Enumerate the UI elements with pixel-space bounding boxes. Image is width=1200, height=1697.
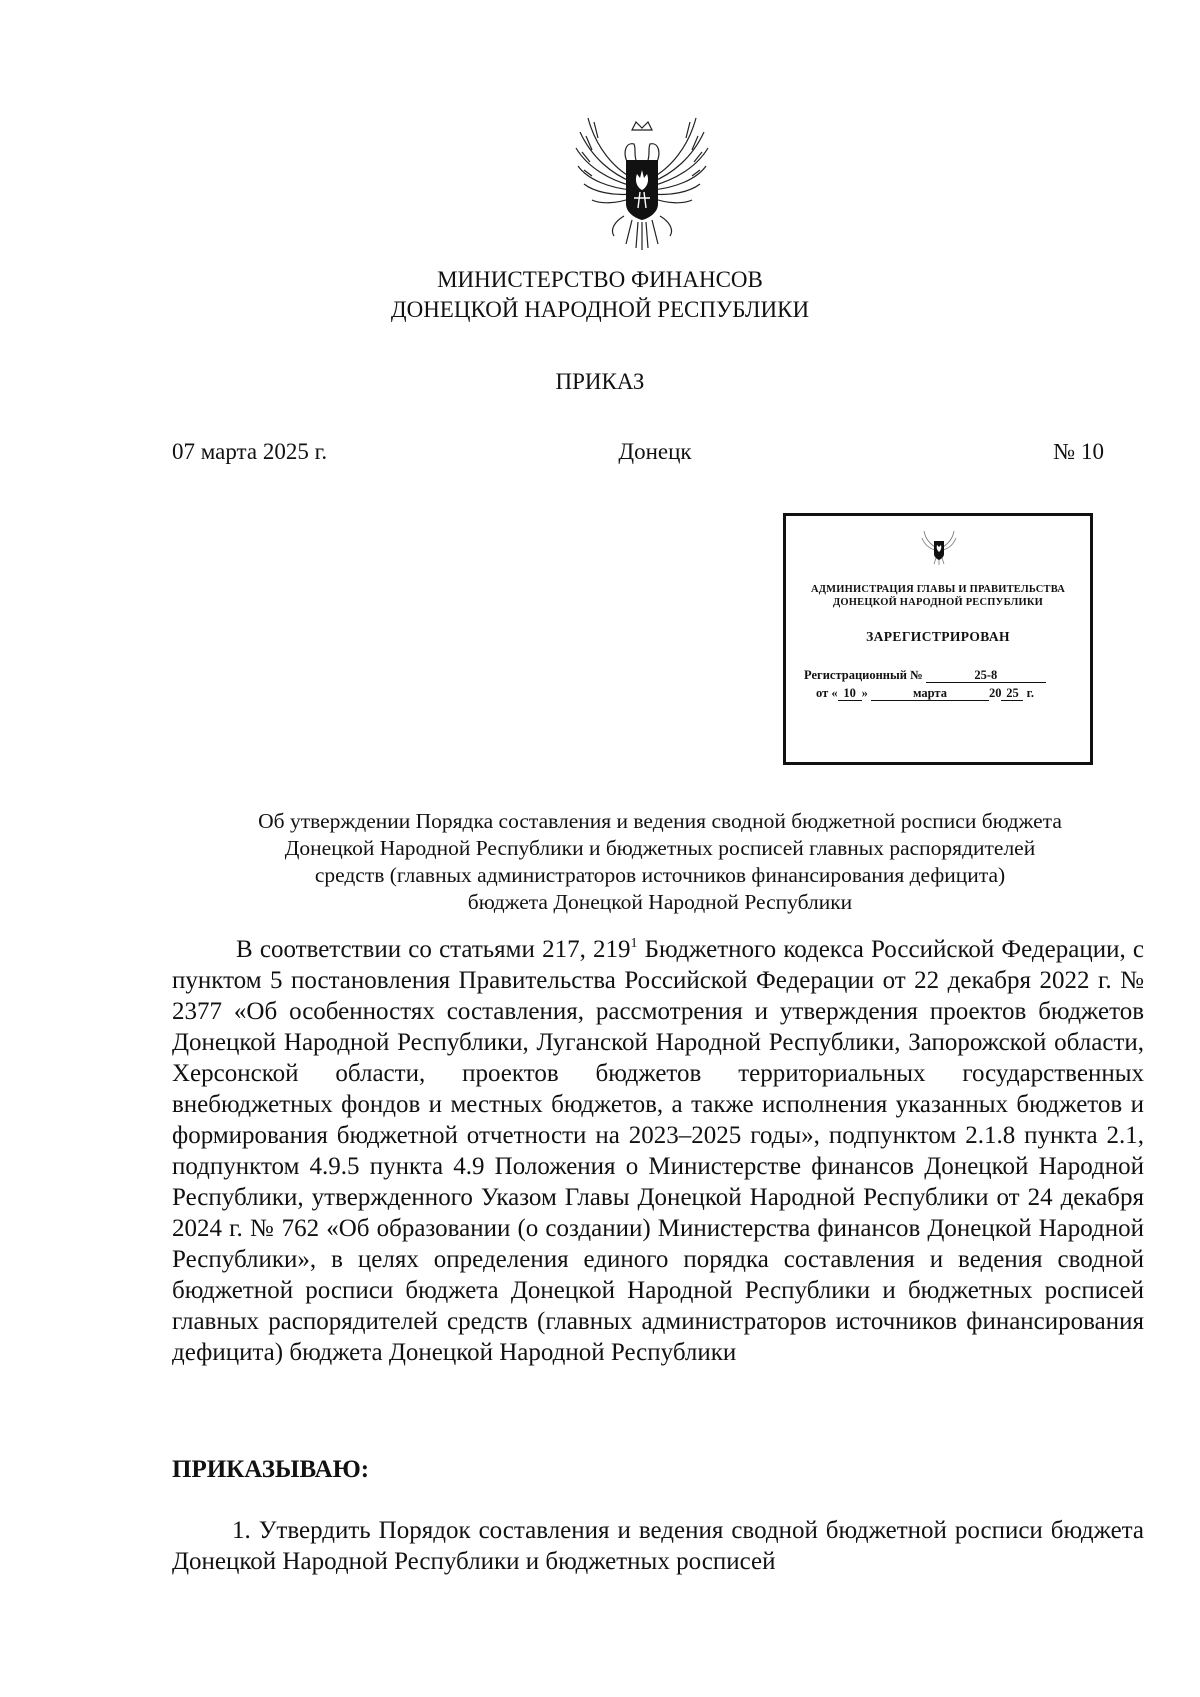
document-type-title: ПРИКАЗ bbox=[555, 369, 645, 394]
registration-stamp bbox=[783, 513, 1093, 765]
stamp-reg-number: 25-8 bbox=[926, 669, 1046, 683]
stamp-year-suffix: 25 bbox=[1001, 687, 1023, 701]
order-date: 07 марта 2025 г. bbox=[172, 439, 328, 464]
subject-line1: Об утверждении Порядка составления и ведения сводной бюджетной росписи бюджета bbox=[258, 809, 1062, 833]
stamp-emblem-icon bbox=[921, 529, 957, 565]
stamp-day-close: » bbox=[861, 686, 868, 700]
stamp-date-line bbox=[816, 686, 1034, 701]
item-1-paragraph: 1. Утвердить Порядок составления и ведения сводной бюджетной росписи бюджета Донецкой Народной Республики и бюджетных росписей bbox=[172, 1517, 1144, 1575]
preamble-start: В соответствии со статьями 217, 219 bbox=[236, 936, 631, 963]
preamble-paragraph bbox=[172, 934, 1144, 1368]
stamp-status: ЗАРЕГИСТРИРОВАН bbox=[866, 629, 1010, 644]
stamp-org-line1: АДМИНИСТРАЦИЯ ГЛАВЫ И ПРАВИТЕЛЬСТВА bbox=[810, 584, 1066, 595]
stamp-year-unit: г. bbox=[1026, 686, 1035, 700]
order-city: Донецк bbox=[618, 439, 692, 464]
preamble-rest: Бюджетного кодекса Российской Федерации, с пунктом 5 постановления Правительства Российской Федерации от 22 декабря 2022 г. № 2377 «Об особенностях составления, рассмотрения и утверждения проектов бюджетов Донецкой Народной Республики, Луганской Народной Республики, Запорожской области, Херсонской области, проектов бюджетов территориальных государственных внебюджетных фондов и местных бюджетов, а также исполнения указанных бюджетов и формирования бюджетной отчетности на 2023–2025 годы», подпунктом 2.1.8 пункта 2.1, подпунктом 4.9.5 пункта 4.9 Положения о Министерстве финансов Донецкой Народной Республики, утвержденного Указом Главы Донецкой Народной Республики от 24 декабря 2024 г. № 762 «Об образовании (о создании) Министерства финансов Донецкой Народной Республики», в целях определения единого порядка составления и ведения сводной бюджетной росписи бюджета Донецкой Народной Республики и бюджетных росписей главных распорядителей средств (главных администраторов источников финансирования дефицита) бюджета Донецкой Народной Республики bbox=[172, 936, 1144, 1366]
stamp-org-line2: ДОНЕЦКОЙ НАРОДНОЙ РЕСПУБЛИКИ bbox=[832, 597, 1044, 608]
stamp-day: 10 bbox=[838, 687, 862, 701]
ministry-title-line1: МИНИСТЕРСТВО ФИНАНСОВ bbox=[437, 267, 763, 292]
stamp-month: марта bbox=[871, 687, 989, 701]
ministry-title-line2: ДОНЕЦКОЙ НАРОДНОЙ РЕСПУБЛИКИ bbox=[390, 297, 810, 322]
coat-of-arms-emblem bbox=[574, 108, 710, 254]
preamble-superscript: 1 bbox=[630, 936, 638, 951]
stamp-registration-line bbox=[804, 668, 1046, 683]
subject-line2: Донецкой Народной Республики и бюджетных росписей главных распорядителей bbox=[284, 836, 1036, 860]
stamp-year-prefix: 20 bbox=[988, 686, 1002, 700]
subject-line4: бюджета Донецкой Народной Республики bbox=[467, 890, 853, 914]
stamp-from-label: от « bbox=[816, 686, 838, 700]
stamp-reg-label: Регистрационный № bbox=[804, 668, 923, 682]
order-directive-heading: ПРИКАЗЫВАЮ: bbox=[172, 1456, 370, 1483]
subject-line3: средств (главных администраторов источников финансирования дефицита) bbox=[314, 863, 1006, 887]
order-number: № 10 bbox=[1053, 439, 1104, 464]
